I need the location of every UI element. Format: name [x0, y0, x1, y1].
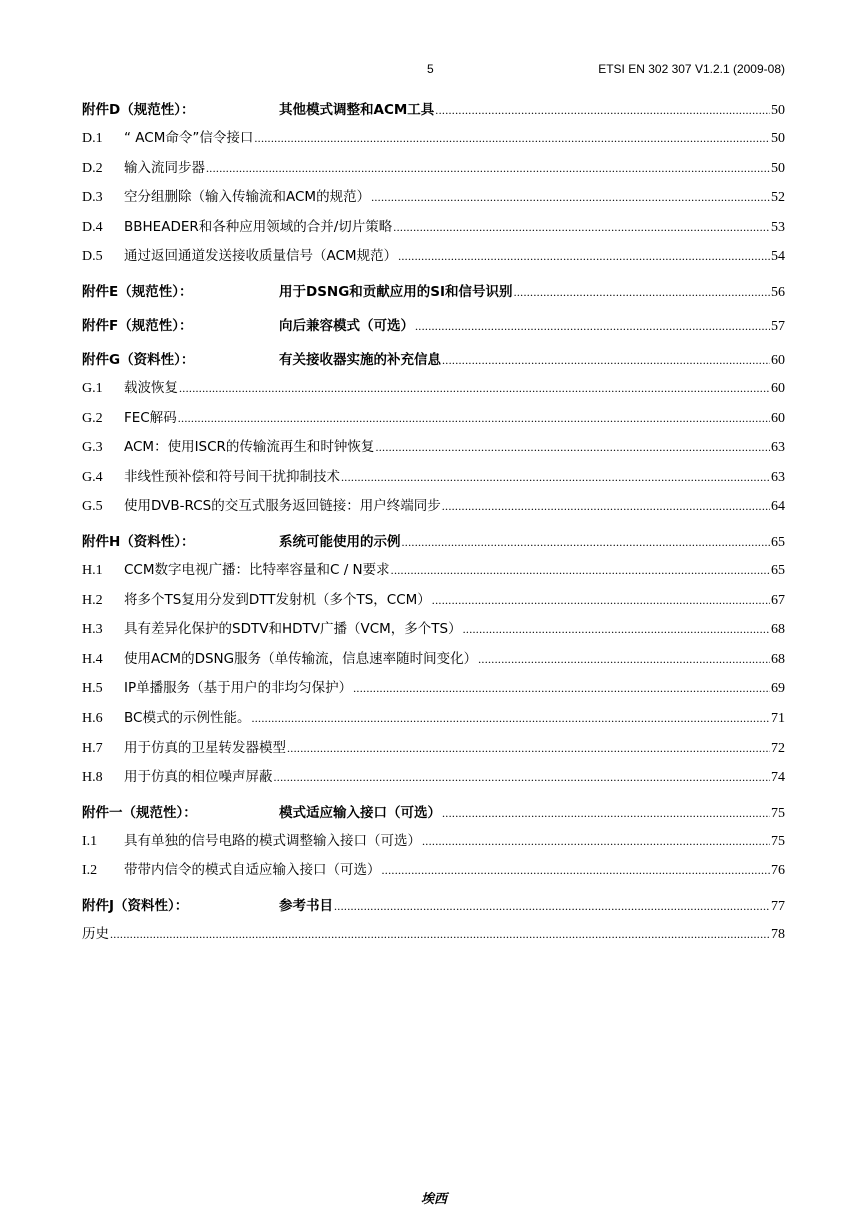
page-number: 5	[427, 62, 434, 76]
entry-title: FEC解码	[124, 409, 177, 426]
toc-entry[interactable]	[82, 858, 785, 888]
clause-number: H.7	[82, 740, 103, 756]
document-id: ETSI EN 302 307 V1.2.1 (2009-08)	[598, 62, 785, 76]
entry-title: ACM：使用ISCR的传输流再生和时钟恢复	[124, 439, 375, 456]
page-ref: 50	[771, 160, 785, 176]
annex-label: 附件H（资料性）：	[82, 533, 195, 550]
entry-title: 通过返回通道发送接收质量信号（ACM规范）	[124, 248, 398, 265]
page-ref: 75	[771, 805, 785, 821]
toc-entry[interactable]	[82, 647, 785, 677]
entry-title: BC模式的示例性能。	[124, 709, 251, 726]
entry-title: 有关接收器实施的补充信息	[279, 351, 441, 368]
dot-leader	[382, 863, 771, 878]
toc-entry[interactable]	[82, 494, 785, 524]
page-ref: 60	[771, 380, 785, 396]
page-ref: 71	[771, 710, 785, 726]
dot-leader	[415, 319, 770, 334]
annex-label: 附件G（资料性）：	[82, 351, 195, 368]
annex-label: 附件D（规范性）：	[82, 102, 195, 118]
dot-leader	[375, 440, 770, 455]
clause-number: H.1	[82, 562, 103, 578]
clause-number: H.8	[82, 770, 103, 786]
clause-number: H.6	[82, 710, 103, 726]
page-ref: 56	[771, 284, 785, 300]
toc-annex-entry[interactable]	[82, 795, 785, 829]
entry-title: 用于仿真的相位噪声屏蔽	[124, 769, 273, 786]
dot-leader	[334, 899, 770, 914]
toc-entry[interactable]	[82, 244, 785, 274]
entry-title: 将多个TS复用分发到DTT发射机（多个TS，CCM）	[124, 591, 431, 608]
entry-title: 具有单独的信号电路的模式调整输入接口（可选）	[124, 832, 421, 849]
page-ref: 63	[771, 469, 785, 485]
clause-number: D.1	[82, 131, 103, 146]
clause-number: G.4	[82, 469, 103, 485]
entry-title: BBHEADER和各种应用领域的合并/切片策略	[124, 218, 393, 235]
entry-title: 输入流同步器	[124, 159, 205, 176]
toc-entry[interactable]	[82, 588, 785, 618]
annex-label: 附件一（规范性）：	[82, 804, 197, 821]
clause-number: H.3	[82, 622, 103, 638]
entry-title: 历史	[82, 925, 109, 942]
dot-leader	[463, 622, 770, 637]
entry-title: 用于DSNG和贡献应用的SI和信号识别	[279, 283, 513, 300]
entry-title: 使用DVB-RCS的交互式服务返回链接：用户终端同步	[124, 498, 441, 515]
toc-entry[interactable]	[82, 126, 785, 156]
entry-title: 参考书目	[279, 897, 333, 914]
dot-leader	[341, 470, 770, 485]
clause-number: H.5	[82, 681, 103, 697]
dot-leader	[514, 285, 770, 300]
page-ref: 76	[771, 863, 785, 879]
clause-number: G.1	[82, 380, 103, 396]
page-ref: 75	[771, 833, 785, 849]
clause-number: D.3	[82, 190, 103, 206]
page-ref: 57	[771, 318, 785, 334]
entry-title: CCM数字电视广播：比特率容量和C / N要求	[124, 561, 390, 578]
entry-title: 模式适应输入接口（可选）	[279, 804, 441, 821]
toc-annex-entry[interactable]	[82, 888, 785, 922]
toc-annex-entry[interactable]	[82, 342, 785, 376]
dot-leader	[398, 249, 770, 264]
entry-title: 向后兼容模式（可选）	[279, 317, 414, 334]
dot-leader	[391, 563, 770, 578]
toc-entry[interactable]	[82, 617, 785, 647]
annex-label: 附件E（规范性）：	[82, 283, 193, 300]
page-ref: 63	[771, 440, 785, 456]
dot-leader	[393, 220, 770, 235]
dot-leader	[435, 103, 770, 118]
toc-annex-entry[interactable]	[82, 524, 785, 558]
toc-entry[interactable]	[82, 706, 785, 736]
toc-entry[interactable]	[82, 736, 785, 766]
entry-title: 具有差异化保护的SDTV和HDTV广播（VCM，多个TS）	[124, 621, 462, 638]
entry-title: 系统可能使用的示例	[279, 533, 401, 550]
entry-title: 用于仿真的卫星转发器模型	[124, 739, 286, 756]
toc-entry[interactable]	[82, 185, 785, 215]
clause-number: D.5	[82, 249, 103, 265]
toc-annex-entry[interactable]	[82, 308, 785, 342]
page-footer: 埃西	[420, 1192, 447, 1207]
entry-title: IP单播服务（基于用户的非均匀保护）	[124, 680, 353, 697]
page-ref: 68	[771, 651, 785, 667]
dot-leader	[274, 770, 771, 785]
toc-annex-entry[interactable]	[82, 98, 785, 126]
clause-number: G.5	[82, 499, 103, 515]
page-ref: 60	[771, 410, 785, 426]
toc-entry[interactable]	[82, 156, 785, 186]
dot-leader	[432, 593, 770, 608]
entry-title: 使用ACM的DSNG服务（单传输流，信息速率随时间变化）	[124, 650, 478, 667]
annex-label: 附件F（规范性）：	[82, 317, 193, 334]
entry-title: 空分组删除（输入传输流和ACM的规范）	[124, 189, 371, 206]
toc-entry[interactable]	[82, 558, 785, 588]
page-ref: 67	[771, 592, 785, 608]
toc-entry[interactable]	[82, 829, 785, 859]
dot-leader	[402, 535, 771, 550]
dot-leader	[206, 161, 770, 176]
page-ref: 78	[771, 926, 785, 942]
toc-entry[interactable]	[82, 376, 785, 406]
dot-leader	[442, 806, 770, 821]
clause-number: H.4	[82, 651, 103, 667]
page-ref: 74	[771, 770, 785, 786]
page-ref: 69	[771, 681, 785, 697]
page-ref: 52	[771, 190, 785, 206]
clause-number: I.2	[82, 863, 98, 879]
dot-leader	[287, 741, 770, 756]
entry-title: 非线性预补偿和符号间干扰抑制技术	[124, 468, 340, 485]
toc-entry[interactable]	[82, 765, 785, 795]
page-ref: 60	[771, 352, 785, 368]
page-ref: 72	[771, 740, 785, 756]
toc-entry[interactable]	[82, 465, 785, 495]
entry-title: 带带内信令的模式自适应输入接口（可选）	[124, 862, 381, 879]
page-ref: 50	[771, 103, 785, 118]
clause-number: D.2	[82, 160, 103, 176]
dot-leader	[251, 711, 770, 726]
dot-leader	[478, 652, 770, 667]
page-ref: 54	[771, 249, 785, 265]
page-ref: 53	[771, 219, 785, 235]
clause-number: G.3	[82, 440, 103, 456]
toc-entry[interactable]	[82, 922, 785, 952]
entry-title: 载波恢复	[124, 379, 178, 396]
entry-title: 其他模式调整和ACM工具	[279, 102, 435, 118]
toc-entry[interactable]	[82, 406, 785, 436]
page-ref: 65	[771, 562, 785, 578]
dot-leader	[178, 411, 770, 426]
clause-number: I.1	[82, 833, 98, 849]
page-ref: 68	[771, 622, 785, 638]
clause-number: D.4	[82, 219, 103, 235]
page-ref: 64	[771, 499, 785, 515]
toc-entry[interactable]	[82, 435, 785, 465]
page-ref: 50	[771, 131, 785, 146]
dot-leader	[353, 681, 770, 696]
dot-leader	[422, 834, 770, 849]
toc-entry[interactable]	[82, 215, 785, 245]
dot-leader	[442, 499, 770, 514]
page-ref: 77	[771, 898, 785, 914]
clause-number: G.2	[82, 410, 103, 426]
clause-number: H.2	[82, 592, 103, 608]
page-ref: 65	[771, 534, 785, 550]
annex-label: 附件J（资料性）：	[82, 897, 189, 914]
dot-leader	[179, 381, 770, 396]
table-of-contents	[82, 98, 785, 951]
toc-annex-entry[interactable]	[82, 274, 785, 308]
dot-leader	[442, 353, 770, 368]
dot-leader	[110, 927, 770, 942]
entry-title: “ ACM命令”信令接口	[124, 130, 254, 146]
dot-leader	[371, 190, 770, 205]
toc-entry[interactable]	[82, 676, 785, 706]
dot-leader	[254, 131, 770, 146]
